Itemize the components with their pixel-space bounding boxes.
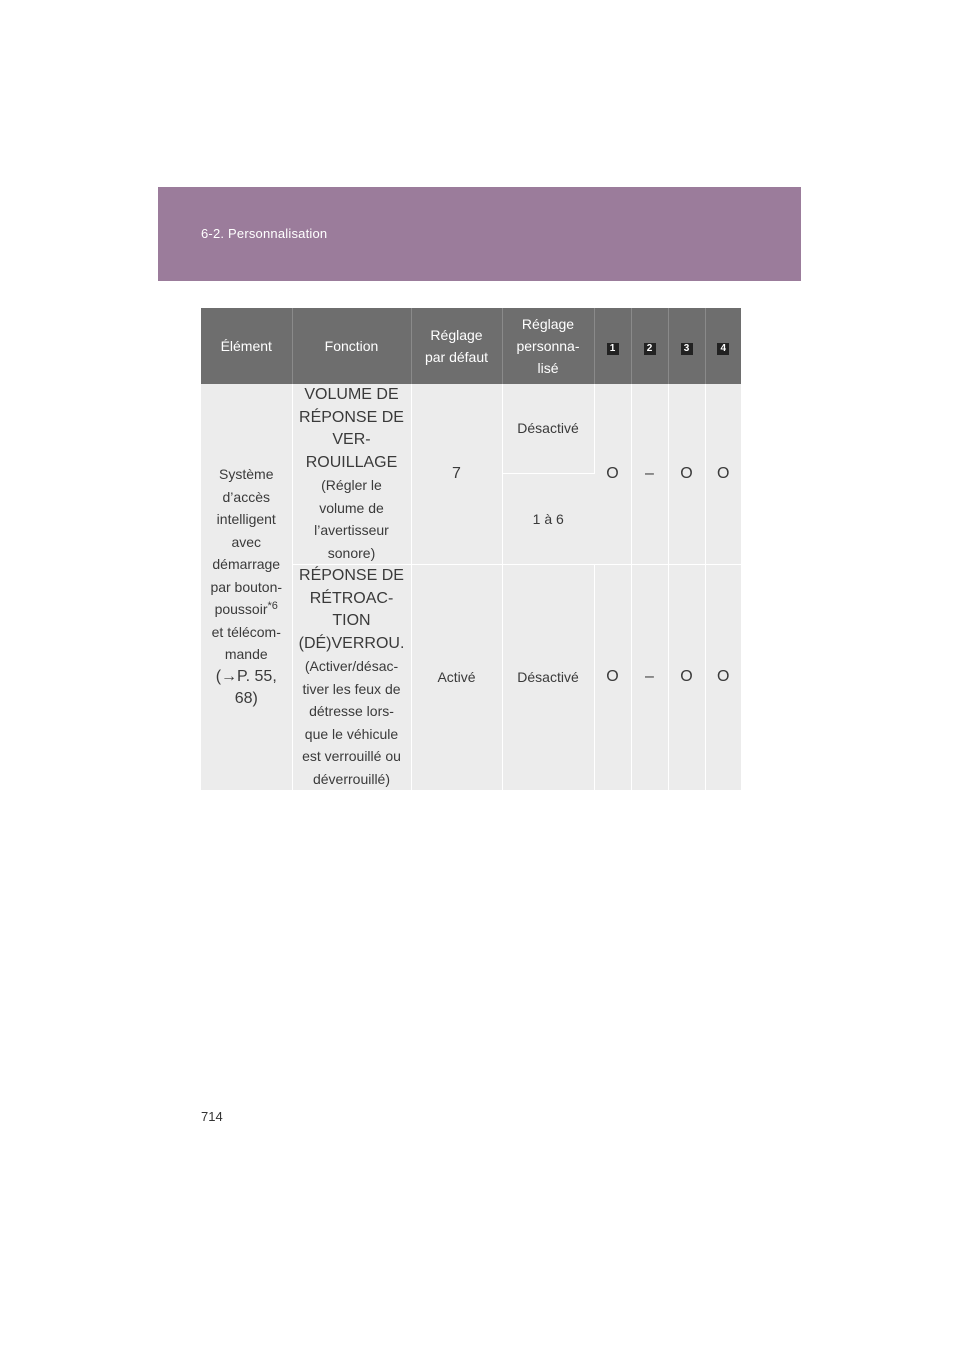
mark-cell-1: O	[594, 565, 631, 791]
number-badge-1: 1	[607, 343, 619, 355]
element-line: Système	[219, 466, 274, 483]
mark-cell-2: –	[631, 565, 668, 791]
element-cell	[201, 384, 292, 791]
function-desc-line: que le véhicule	[304, 725, 399, 742]
custom-header-line: lisé	[537, 360, 559, 376]
function-desc-line: (Régler le	[321, 477, 382, 493]
default-header-line: Réglage	[430, 327, 483, 343]
table-row	[201, 384, 741, 474]
element-line: avec	[231, 533, 262, 550]
function-title-line: ROUILLAGE	[305, 453, 398, 471]
number-badge-3: 3	[681, 343, 693, 355]
col-default-header	[411, 308, 502, 384]
custom-value-cell: 1 à 6	[502, 474, 594, 565]
function-desc-line: détresse lors-	[309, 703, 394, 719]
mark-cell-4: O	[705, 384, 741, 565]
function-cell	[292, 565, 411, 791]
function-desc-line: (Activer/désac-	[304, 658, 399, 674]
section-header-band	[158, 187, 801, 281]
custom-header-line: personna-	[516, 338, 580, 354]
function-title-line: RÉTROAC-	[309, 589, 394, 607]
function-title-line: (DÉ)VERROU.	[298, 634, 405, 652]
function-title-line: TION	[332, 612, 371, 629]
function-desc-line: est verrouillé ou	[302, 748, 401, 764]
col-1-header	[594, 308, 631, 384]
element-line: par bouton-	[210, 578, 283, 595]
section-title: 6-2. Personnalisation	[201, 226, 328, 241]
col-3-header	[668, 308, 705, 384]
mark-cell-2: –	[631, 384, 668, 565]
function-desc-line: volume de	[319, 499, 384, 516]
function-desc-line: déverrouillé)	[312, 770, 391, 787]
element-line: et télécom-	[211, 623, 281, 640]
page-reference: (→P. 55,	[215, 667, 277, 685]
element-line: poussoir	[214, 601, 268, 618]
default-value-cell: 7	[411, 384, 502, 565]
col-4-header	[705, 308, 741, 384]
element-line: intelligent	[216, 511, 276, 528]
element-line: mande	[224, 646, 268, 663]
col-function-header: Fonction	[292, 308, 411, 384]
function-desc-line: tiver les feux de	[302, 680, 401, 697]
number-badge-2: 2	[644, 343, 656, 355]
mark-cell-3: O	[668, 565, 705, 791]
mark-cell-1: O	[594, 384, 631, 565]
footnote-marker: *6	[267, 600, 278, 613]
default-header-line: par défaut	[424, 349, 489, 365]
col-custom-header	[502, 308, 594, 384]
mark-cell-4: O	[705, 565, 741, 791]
default-value-cell: Activé	[411, 565, 502, 791]
function-desc-line: sonore)	[327, 544, 376, 561]
col-element-header: Élément	[201, 308, 292, 384]
custom-header-line: Réglage	[521, 316, 575, 332]
page-reference: 68)	[234, 690, 258, 708]
custom-value-cell: Désactivé	[502, 565, 594, 791]
page-number: 714	[201, 1109, 223, 1124]
function-title-line: RÉPONSE DE	[299, 408, 404, 426]
function-title-line: VOLUME DE	[304, 386, 399, 403]
function-desc-line: l’avertisseur	[314, 522, 389, 538]
number-badge-4: 4	[717, 343, 729, 355]
customization-table	[201, 308, 741, 791]
element-line: d’accès	[222, 488, 270, 505]
mark-cell-3: O	[668, 384, 705, 565]
table-header-row	[201, 308, 741, 384]
custom-value-cell: Désactivé	[502, 384, 594, 474]
col-2-header	[631, 308, 668, 384]
function-title-line: VER-	[332, 431, 371, 448]
function-title-line: RÉPONSE DE	[299, 567, 404, 584]
element-line: démarrage	[212, 556, 281, 573]
function-cell	[292, 384, 411, 565]
